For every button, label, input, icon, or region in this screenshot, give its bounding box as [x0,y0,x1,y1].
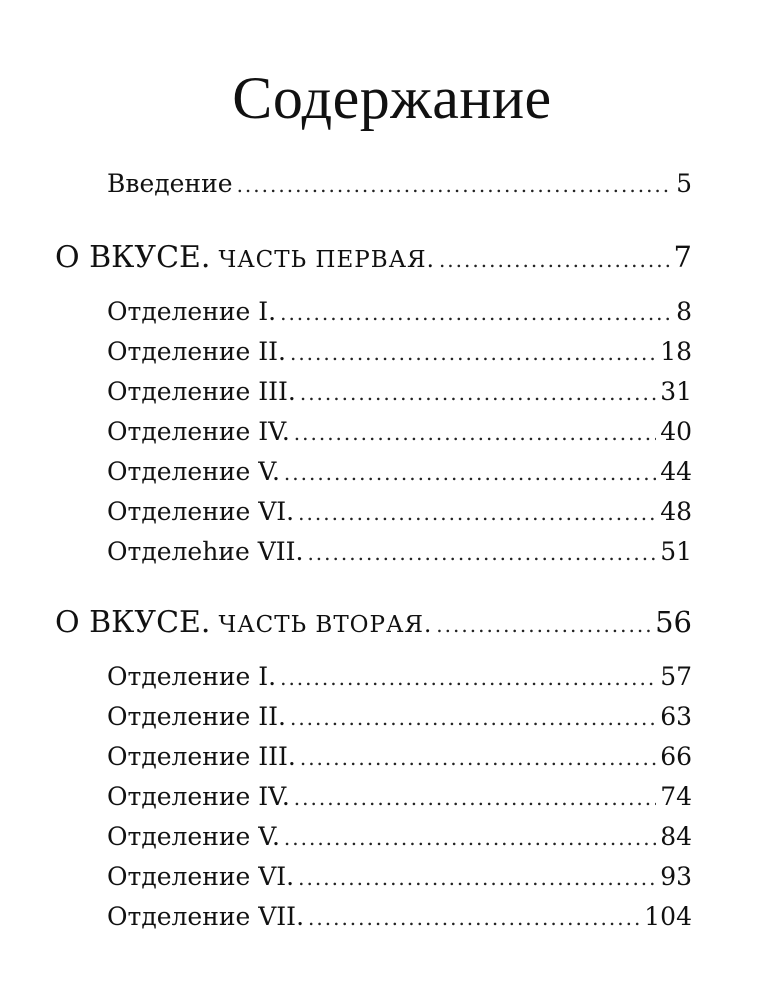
entry-label: Отделение VI. [107,497,295,526]
dot-leader [439,241,670,279]
entry-page-number: 48 [660,497,692,526]
entry-label: Отделение VI. [107,862,295,891]
entry-page-number: 8 [676,297,692,326]
dot-leader [298,496,656,530]
entry-page-number: 93 [660,862,692,891]
toc-part-1-heading[interactable] [55,238,692,276]
toc-entry[interactable] [107,900,692,934]
toc-entry[interactable] [107,295,692,329]
part-lead: О ВКУСЕ. [55,240,211,275]
entry-page-number: 63 [660,702,692,731]
entry-page-number: 104 [644,902,692,931]
entry-label: Отделение IV. [107,417,290,446]
entry-page-number: 18 [660,337,692,366]
dot-leader [436,606,651,644]
entry-page-number: 5 [676,169,692,198]
entry-page-number: 40 [660,417,692,446]
entry-page-number: 51 [660,537,692,566]
toc-entry[interactable] [107,415,692,449]
toc-entry-intro[interactable] [107,167,692,201]
dot-leader [294,416,656,450]
entry-label: Отделение II. [107,702,286,731]
dot-leader [280,296,672,330]
dot-leader [290,336,656,370]
toc-entry[interactable] [107,740,692,774]
dot-leader [308,901,640,935]
part-name: ЧАСТЬ ВТОРАЯ. [218,612,433,638]
entry-page-number: 31 [660,377,692,406]
entry-label: Введение [107,169,233,198]
toc-entry[interactable] [107,820,692,854]
dot-leader [237,168,673,202]
entry-label: Отделение III. [107,377,296,406]
entry-label: Отделение III. [107,742,296,771]
dot-leader [307,536,656,570]
toc-entry[interactable] [107,660,692,694]
toc-entry[interactable] [107,535,692,569]
toc-entry[interactable] [107,335,692,369]
part-lead: О ВКУСЕ. [55,605,211,640]
toc-part-2-heading[interactable] [55,603,692,641]
entry-label: Отделение IV. [107,782,290,811]
part-name: ЧАСТЬ ПЕРВАЯ. [218,247,435,273]
entry-page-number: 56 [655,605,692,639]
dot-leader [300,376,656,410]
toc-entry[interactable] [107,780,692,814]
dot-leader [280,661,656,695]
entry-page-number: 44 [660,457,692,486]
dot-leader [290,701,656,735]
dot-leader [284,456,656,490]
entry-label: Отделение I. [107,662,277,691]
entry-label: Отделение I. [107,297,277,326]
toc-entry[interactable] [107,700,692,734]
toc-entry[interactable] [107,375,692,409]
dot-leader [294,781,656,815]
entry-page-number: 7 [673,240,692,274]
entry-label: Отделение V. [107,822,280,851]
entry-page-number: 74 [660,782,692,811]
toc-entry[interactable] [107,455,692,489]
entry-page-number: 66 [660,742,692,771]
entry-label: Отделение V. [107,457,280,486]
entry-page-number: 57 [660,662,692,691]
dot-leader [300,741,656,775]
entry-label: Отделение II. [107,337,286,366]
page-title: Содержание [232,65,552,131]
entry-label: Отделеhие VII. [107,537,304,566]
toc-entry[interactable] [107,495,692,529]
dot-leader [284,821,656,855]
entry-page-number: 84 [660,822,692,851]
entry-label: Отделение VII. [107,902,305,931]
dot-leader [298,861,656,895]
toc-entry[interactable] [107,860,692,894]
